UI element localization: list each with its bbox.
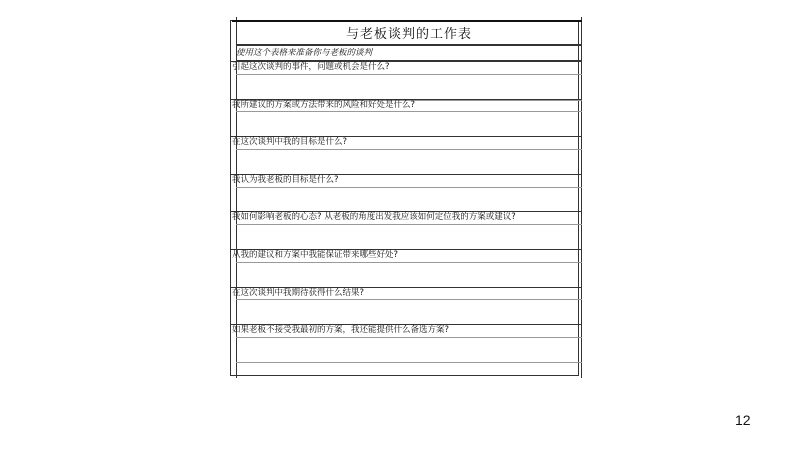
answer-rule (236, 187, 582, 188)
question-3: 在这次谈判中我的目标是什么? (232, 137, 348, 147)
negotiation-worksheet (230, 17, 582, 378)
worksheet-title-row (236, 23, 582, 45)
worksheet-subtitle: 使用这个表格来准备你与老板的谈判 (236, 48, 373, 58)
answer-rule (236, 299, 582, 300)
question-6: 从我的建议和方案中我能保证带来哪些好处? (232, 250, 399, 260)
question-2: 我所建议的方案或方法带来的风险和好处是什么? (232, 100, 416, 110)
worksheet-top-rule (232, 20, 582, 22)
question-1: 引起这次谈判的事件，问题或机会是什么? (232, 62, 390, 72)
answer-rule (236, 362, 582, 363)
answer-rule (236, 337, 582, 338)
answer-rule (236, 262, 582, 263)
question-4: 我认为我老板的目标是什么? (232, 175, 339, 185)
worksheet-title: 与老板谈判的工作表 (345, 27, 472, 42)
answer-rule (236, 111, 582, 112)
answer-rule (236, 149, 582, 150)
answer-rule (236, 74, 582, 75)
question-5: 我如何影响老板的心态? 从老板的角度出发我应该如何定位我的方案或建议? (232, 212, 516, 222)
question-8: 如果老板不接受我最初的方案，我还能提供什么备选方案? (232, 325, 450, 335)
question-7: 在这次谈判中我期待获得什么结果? (232, 288, 365, 298)
worksheet-subtitle-row (236, 45, 582, 61)
answer-rule (236, 224, 582, 225)
page-number: 12 (735, 412, 751, 428)
